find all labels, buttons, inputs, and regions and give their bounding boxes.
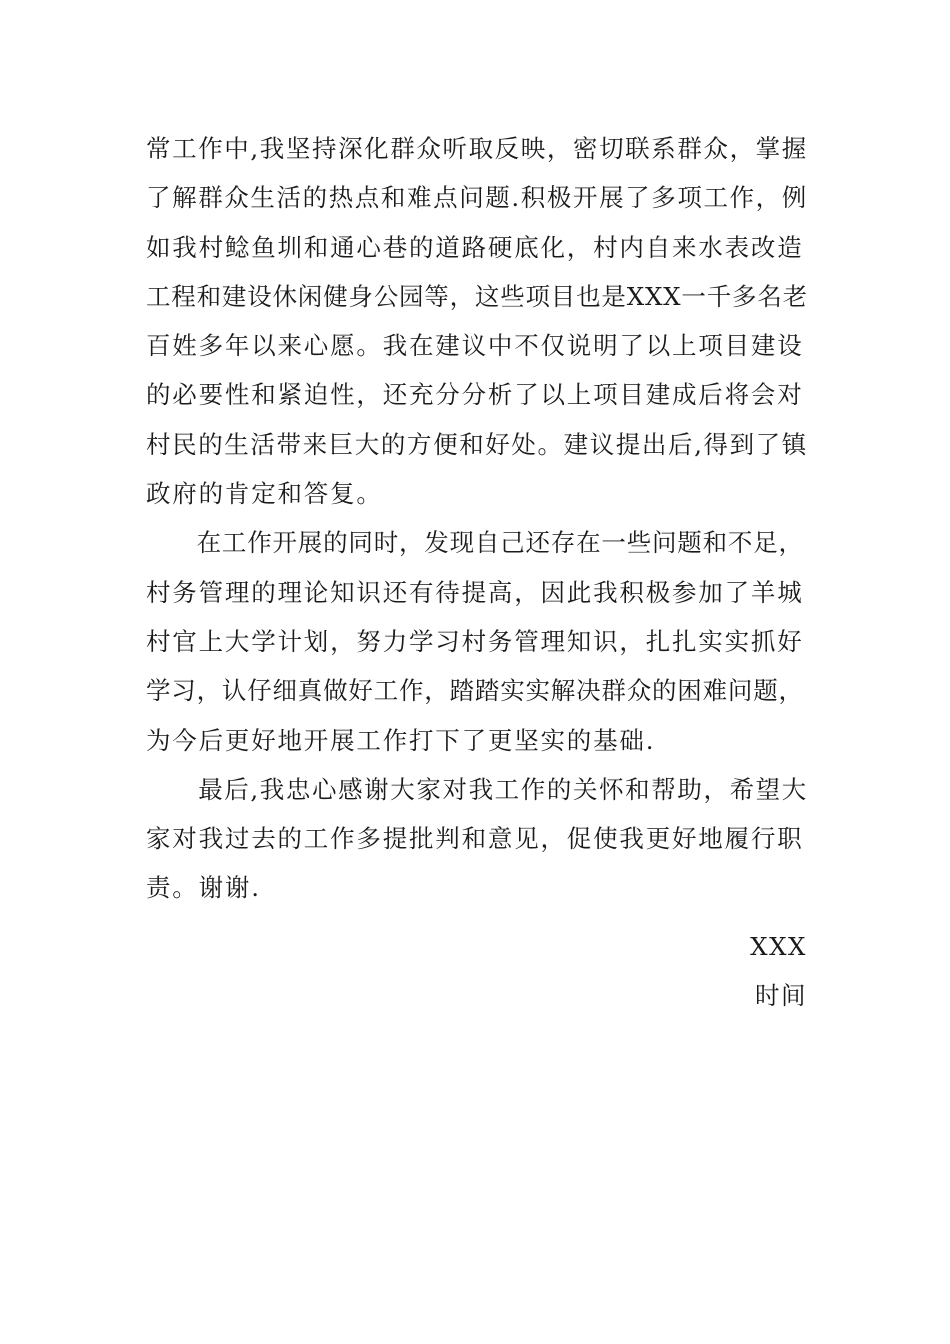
text-line: 了解群众生活的热点和难点问题.积极开展了多项工作，例: [146, 183, 808, 213]
text-line: 村务管理的理论知识还有待提高，因此我积极参加了羊城: [146, 577, 804, 607]
text-line: 如我村鲶鱼圳和通心巷的道路硬底化，村内自来水表改造: [146, 232, 804, 262]
text-line: 责。谢谢.: [146, 873, 261, 903]
text-line: 村官上大学计划，努力学习村务管理知识，扎扎实实抓好: [146, 626, 804, 656]
text-line: 村民的生活带来巨大的方便和好处。建议提出后,得到了镇: [146, 429, 808, 459]
text-line: 百姓多年以来心愿。我在建议中不仅说明了以上项目建设: [146, 331, 804, 361]
text-line: 在工作开展的同时，发现自己还存在一些问题和不足，: [146, 528, 804, 558]
text-line: 最后,我忠心感谢大家对我工作的关怀和帮助，希望大: [146, 774, 808, 804]
text-line: 工程和建设休闲健身公园等，这些项目也是XXX一千多名老: [146, 281, 808, 311]
text-line: 常工作中,我坚持深化群众听取反映，密切联系群众，掌握: [146, 134, 808, 163]
text-line: 学习，认仔细真做好工作，踏踏实实解决群众的困难问题，: [146, 676, 804, 706]
text-line: 为今后更好地开展工作打下了更坚实的基础.: [146, 725, 656, 755]
text-line: 政府的肯定和答复。: [146, 479, 383, 509]
text-line: 的必要性和紧迫性，还充分分析了以上项目建成后将会对: [146, 380, 804, 410]
text-line: 家对我过去的工作多提批判和意见，促使我更好地履行职: [146, 824, 804, 854]
document-body: [146, 124, 808, 913]
signature-name: XXX: [750, 932, 807, 961]
signature-date: 时间: [755, 981, 807, 1010]
